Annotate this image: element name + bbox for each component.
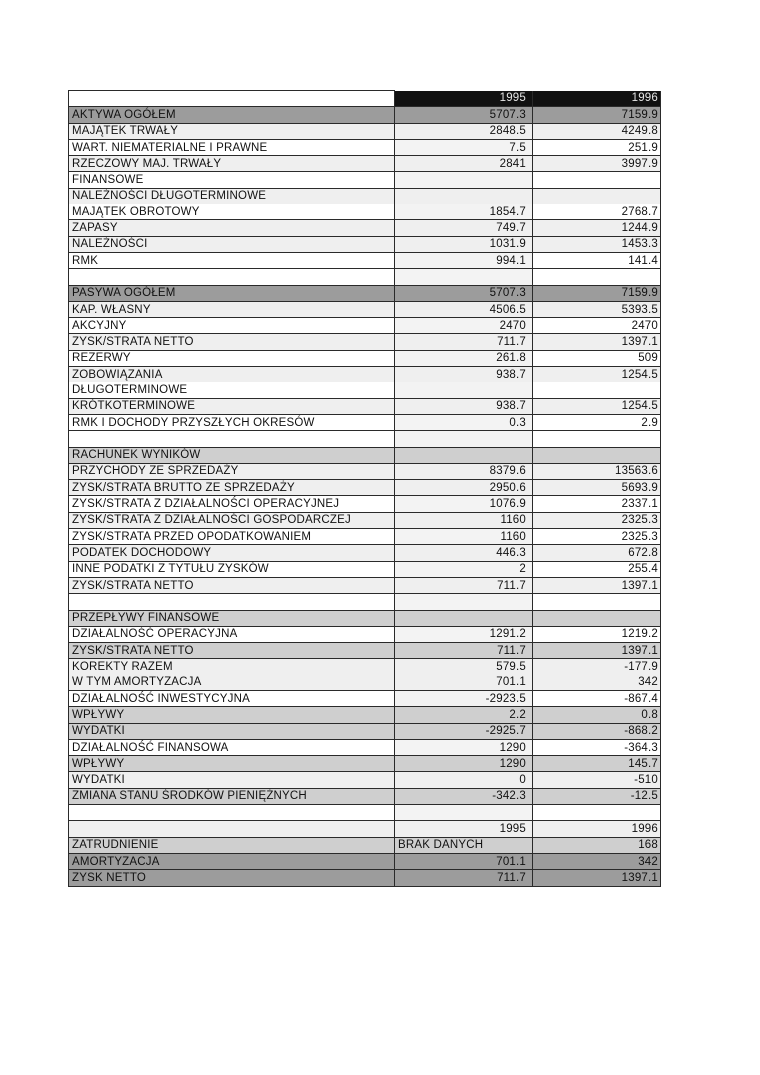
row-label: MAJĄTEK OBROTOWY [69, 204, 395, 220]
table-row [69, 334, 661, 350]
row-value-1996 [533, 382, 661, 398]
table-row [69, 659, 661, 675]
row-label: NALEŻNOŚCI [69, 236, 395, 252]
row-value-1996: 1397.1 [533, 870, 661, 886]
row-value-1996: 1254.5 [533, 398, 661, 414]
row-label: AKCYJNY [69, 318, 395, 334]
row-value-1996: 1397.1 [533, 643, 661, 659]
row-value-1995: 1291.2 [395, 626, 533, 642]
row-value-1995: 4506.5 [395, 301, 533, 317]
row-label: WYDATKI [69, 772, 395, 788]
table-row [69, 594, 661, 610]
row-value-1996: 342 [533, 853, 661, 869]
row-value-1995 [395, 269, 533, 285]
row-value-1996: 4249.8 [533, 123, 661, 139]
row-value-1995: 446.3 [395, 545, 533, 561]
header-year-1995: 1995 [395, 91, 533, 107]
row-value-1996 [533, 172, 661, 188]
table-row [69, 821, 661, 837]
row-label: ZOBOWIĄZANIA [69, 367, 395, 383]
row-value-1995: 7.5 [395, 139, 533, 155]
row-value-1995: 701.1 [395, 675, 533, 691]
row-value-1995: 579.5 [395, 659, 533, 675]
table-row [69, 123, 661, 139]
row-label: RMK I DOCHODY PRZYSZŁYCH OKRESÓW [69, 414, 395, 430]
row-value-1995: 1160 [395, 529, 533, 545]
row-label: ZYSK NETTO [69, 870, 395, 886]
row-value-1995: 938.7 [395, 367, 533, 383]
row-label: MAJĄTEK TRWAŁY [69, 123, 395, 139]
table-row [69, 107, 661, 123]
row-value-1995: -2925.7 [395, 723, 533, 739]
row-label: PRZYCHODY ZE SPRZEDAŻY [69, 463, 395, 479]
row-label: ZYSK/STRATA NETTO [69, 643, 395, 659]
row-value-1996: 2337.1 [533, 496, 661, 512]
row-label: ZATRUDNIENIE [69, 837, 395, 853]
row-label: ZYSK/STRATA Z DZIAŁALNOŚCI GOSPODARCZEJ [69, 512, 395, 528]
row-value-1996 [533, 269, 661, 285]
row-label: RACHUNEK WYNIKÓW [69, 447, 395, 463]
row-value-1995: 1160 [395, 512, 533, 528]
row-label: ZYSK/STRATA Z DZIAŁALNOŚCI OPERACYJNEJ [69, 496, 395, 512]
row-value-1996 [533, 447, 661, 463]
table-row [69, 463, 661, 479]
row-value-1996: -510 [533, 772, 661, 788]
row-value-1996: 0.8 [533, 707, 661, 723]
table-row [69, 318, 661, 334]
row-label: KOREKTY RAZEM [69, 659, 395, 675]
row-label [69, 269, 395, 285]
table-row [69, 398, 661, 414]
row-value-1996: 5393.5 [533, 301, 661, 317]
row-value-1996: 255.4 [533, 561, 661, 577]
table-row [69, 529, 661, 545]
financial-table [68, 90, 661, 887]
row-label: WYDATKI [69, 723, 395, 739]
row-value-1996: 145.7 [533, 756, 661, 772]
table-row [69, 204, 661, 220]
row-value-1996: 1219.2 [533, 626, 661, 642]
row-value-1996: 2768.7 [533, 204, 661, 220]
row-value-1996: 342 [533, 675, 661, 691]
row-value-1995 [395, 447, 533, 463]
row-label: ZMIANA STANU ŚRODKÓW PIENIĘŻNYCH [69, 788, 395, 804]
table-row [69, 577, 661, 593]
table-row [69, 236, 661, 252]
row-label: DŁUGOTERMINOWE [69, 382, 395, 398]
row-value-1996 [533, 188, 661, 204]
row-value-1995: 938.7 [395, 398, 533, 414]
row-label [69, 431, 395, 447]
table-row [69, 512, 661, 528]
row-label: NALEŻNOŚCI DŁUGOTERMINOWE [69, 188, 395, 204]
row-value-1995: 2841 [395, 156, 533, 172]
row-value-1996 [533, 594, 661, 610]
table-row [69, 156, 661, 172]
row-label: RMK [69, 252, 395, 268]
table-row [69, 269, 661, 285]
row-value-1995 [395, 431, 533, 447]
table-row [69, 301, 661, 317]
row-value-1996: 141.4 [533, 252, 661, 268]
row-value-1996: 1397.1 [533, 334, 661, 350]
row-value-1996: 168 [533, 837, 661, 853]
row-value-1995: 1995 [395, 821, 533, 837]
row-value-1996: 672.8 [533, 545, 661, 561]
row-value-1996: -12.5 [533, 788, 661, 804]
table-row [69, 447, 661, 463]
row-value-1995: 711.7 [395, 577, 533, 593]
row-value-1996: 1397.1 [533, 577, 661, 593]
row-label: AKTYWA OGÓŁEM [69, 107, 395, 123]
row-value-1996: 7159.9 [533, 285, 661, 301]
row-value-1995: 1290 [395, 756, 533, 772]
row-label: PRZEPŁYWY FINANSOWE [69, 610, 395, 626]
row-label: ZYSK/STRATA BRUTTO ZE SPRZEDAŻY [69, 480, 395, 496]
row-label: KAP. WŁASNY [69, 301, 395, 317]
table-row [69, 643, 661, 659]
table-row [69, 675, 661, 691]
row-value-1995: 8379.6 [395, 463, 533, 479]
table-row [69, 188, 661, 204]
row-label: DZIAŁALNOŚĆ INWESTYCYJNA [69, 690, 395, 706]
row-value-1996: 2325.3 [533, 529, 661, 545]
row-label: AMORTYZACJA [69, 853, 395, 869]
row-label: WPŁYWY [69, 756, 395, 772]
row-label: WART. NIEMATERIALNE I PRAWNE [69, 139, 395, 155]
row-value-1996: -177.9 [533, 659, 661, 675]
table-row [69, 350, 661, 366]
year-header-row [69, 91, 661, 107]
row-value-1996: 1996 [533, 821, 661, 837]
row-label: INNE PODATKI Z TYTUŁU ZYSKÓW [69, 561, 395, 577]
row-value-1996: 13563.6 [533, 463, 661, 479]
row-value-1995 [395, 594, 533, 610]
row-value-1996 [533, 610, 661, 626]
row-value-1995 [395, 610, 533, 626]
row-label: PODATEK DOCHODOWY [69, 545, 395, 561]
row-value-1995: 994.1 [395, 252, 533, 268]
row-value-1995: BRAK DANYCH [395, 837, 533, 853]
row-value-1996: -867.4 [533, 690, 661, 706]
table-row [69, 139, 661, 155]
row-label: KRÓTKOTERMINOWE [69, 398, 395, 414]
row-value-1995: 2 [395, 561, 533, 577]
row-label [69, 821, 395, 837]
row-value-1996 [533, 431, 661, 447]
row-label: REZERWY [69, 350, 395, 366]
row-value-1995: 0 [395, 772, 533, 788]
table-row [69, 853, 661, 869]
row-label: ZYSK/STRATA NETTO [69, 577, 395, 593]
row-value-1995: 711.7 [395, 870, 533, 886]
table-row [69, 367, 661, 383]
row-label: ZAPASY [69, 220, 395, 236]
row-value-1996: 3997.9 [533, 156, 661, 172]
table-row [69, 431, 661, 447]
row-value-1996: 5693.9 [533, 480, 661, 496]
table-row [69, 561, 661, 577]
table-row [69, 285, 661, 301]
table-row [69, 382, 661, 398]
row-value-1995: -2923.5 [395, 690, 533, 706]
row-value-1996: 2470 [533, 318, 661, 334]
row-value-1995: 2848.5 [395, 123, 533, 139]
row-value-1995: 1854.7 [395, 204, 533, 220]
row-value-1995 [395, 805, 533, 821]
row-value-1995 [395, 172, 533, 188]
table-row [69, 788, 661, 804]
row-value-1995: 5707.3 [395, 285, 533, 301]
row-value-1995: 749.7 [395, 220, 533, 236]
row-label: WPŁYWY [69, 707, 395, 723]
row-value-1996: 1244.9 [533, 220, 661, 236]
table-row [69, 626, 661, 642]
row-value-1996: -868.2 [533, 723, 661, 739]
header-label-cell [69, 91, 395, 107]
row-value-1995: -342.3 [395, 788, 533, 804]
table-row [69, 414, 661, 430]
row-value-1996: 1254.5 [533, 367, 661, 383]
row-value-1996: 1453.3 [533, 236, 661, 252]
row-value-1995: 2.2 [395, 707, 533, 723]
table-row [69, 870, 661, 886]
table-row [69, 739, 661, 755]
row-value-1995: 711.7 [395, 334, 533, 350]
row-label [69, 805, 395, 821]
table-row [69, 220, 661, 236]
row-value-1995: 1031.9 [395, 236, 533, 252]
row-label: DZIAŁALNOŚĆ OPERACYJNA [69, 626, 395, 642]
row-label: RZECZOWY MAJ. TRWAŁY [69, 156, 395, 172]
row-value-1995: 1290 [395, 739, 533, 755]
table-row [69, 545, 661, 561]
row-value-1996: 2.9 [533, 414, 661, 430]
row-value-1995: 2950.6 [395, 480, 533, 496]
row-value-1996: 7159.9 [533, 107, 661, 123]
row-value-1995: 2470 [395, 318, 533, 334]
row-value-1995 [395, 188, 533, 204]
row-label: ZYSK/STRATA NETTO [69, 334, 395, 350]
row-label: FINANSOWE [69, 172, 395, 188]
table-row [69, 172, 661, 188]
row-value-1995: 711.7 [395, 643, 533, 659]
table-row [69, 772, 661, 788]
row-value-1995 [395, 382, 533, 398]
table-row [69, 837, 661, 853]
row-value-1995: 0.3 [395, 414, 533, 430]
table-row [69, 690, 661, 706]
table-row [69, 610, 661, 626]
table-row [69, 480, 661, 496]
row-value-1995: 5707.3 [395, 107, 533, 123]
row-value-1995: 701.1 [395, 853, 533, 869]
row-label: ZYSK/STRATA PRZED OPODATKOWANIEM [69, 529, 395, 545]
row-label: PASYWA OGÓŁEM [69, 285, 395, 301]
row-label [69, 594, 395, 610]
row-label: DZIAŁALNOŚĆ FINANSOWA [69, 739, 395, 755]
table-row [69, 496, 661, 512]
header-year-1996: 1996 [533, 91, 661, 107]
table-row [69, 756, 661, 772]
row-value-1996: 509 [533, 350, 661, 366]
row-value-1995: 261.8 [395, 350, 533, 366]
table-row [69, 805, 661, 821]
financial-table-body [69, 91, 661, 887]
row-value-1996: 251.9 [533, 139, 661, 155]
table-row [69, 252, 661, 268]
row-value-1996 [533, 805, 661, 821]
row-value-1995: 1076.9 [395, 496, 533, 512]
row-label: W TYM AMORTYZACJA [69, 675, 395, 691]
table-row [69, 723, 661, 739]
row-value-1996: -364.3 [533, 739, 661, 755]
row-value-1996: 2325.3 [533, 512, 661, 528]
table-row [69, 707, 661, 723]
